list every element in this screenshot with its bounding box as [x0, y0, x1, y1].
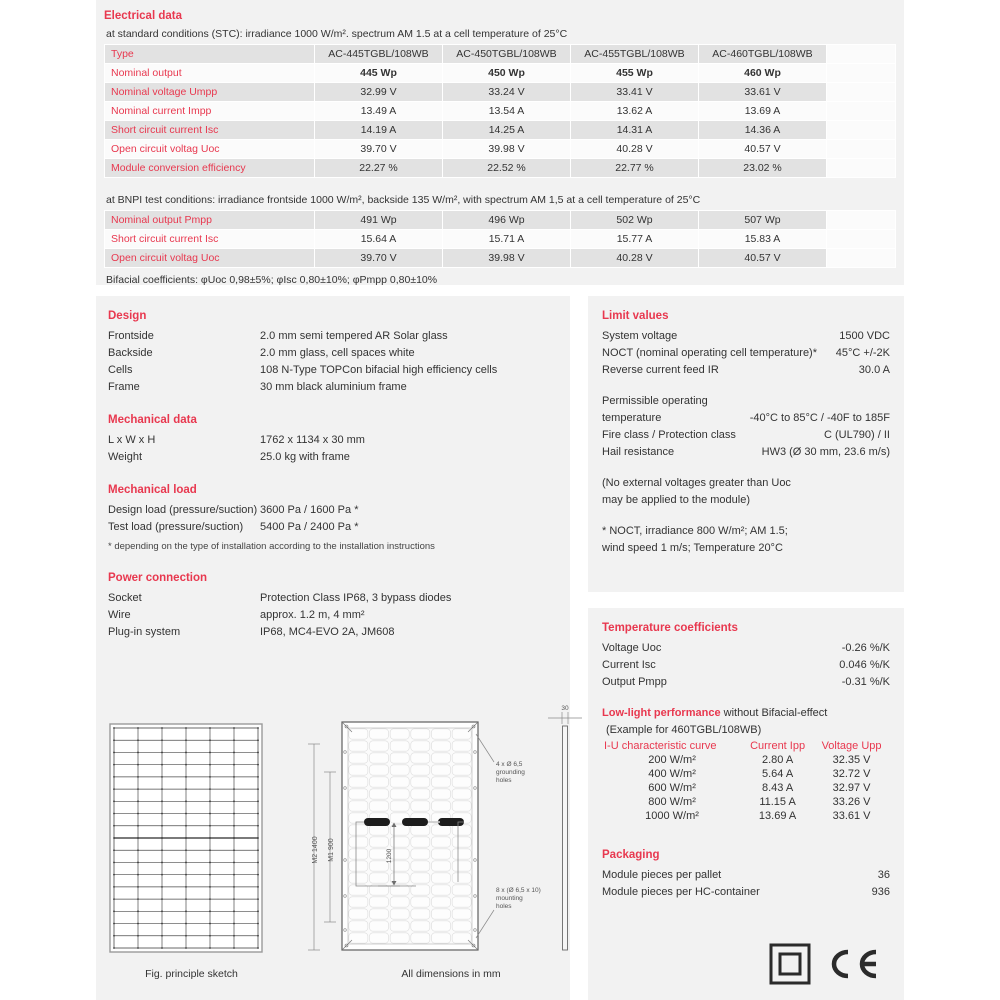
row-value: 33.24 V	[443, 83, 571, 102]
spec-row	[602, 410, 890, 427]
row-value: AC-450TGBL/108WB	[443, 45, 571, 64]
row-value: 455 Wp	[571, 64, 699, 83]
row-value: 15.77 A	[571, 230, 699, 249]
voltage-cell: 32.35 V	[832, 754, 871, 766]
spec-key: Voltage Uoc	[602, 642, 662, 654]
limit-values-title: Limit values	[602, 310, 669, 322]
spec-row	[602, 640, 890, 657]
mechanical-load-title: Mechanical load	[108, 484, 197, 496]
row-blank	[827, 121, 896, 140]
row-blank	[827, 102, 896, 121]
row-value: 496 Wp	[443, 211, 571, 230]
table-row	[105, 102, 896, 121]
row-value: 460 Wp	[699, 64, 827, 83]
table-row	[105, 64, 896, 83]
stc-conditions-text: at standard conditions (STC): irradiance 1000 W/m². spectrum AM 1.5 at a cell temperature of 25°C	[106, 28, 568, 40]
ce-mark-icon	[826, 944, 882, 984]
spec-key: Frontside	[108, 330, 154, 342]
spec-row	[108, 519, 558, 536]
row-value: 507 Wp	[699, 211, 827, 230]
row-value: 39.70 V	[315, 249, 443, 268]
voltage-cell: 33.26 V	[832, 796, 871, 808]
table-row	[602, 795, 890, 809]
class-II-symbol-icon	[768, 942, 812, 986]
dimensions-caption: All dimensions in mm	[401, 968, 501, 980]
table-row	[105, 159, 896, 178]
table-row	[602, 767, 890, 781]
table-row	[105, 83, 896, 102]
spec-key: NOCT (nominal operating cell temperature)*	[602, 347, 817, 359]
row-blank	[827, 249, 896, 268]
bifacial-coefficients-note: Bifacial coefficients: φUoc 0,98±5%; φIsc 0,80±10%; φPmpp 0,80±10%	[106, 274, 438, 286]
spec-value: 3600 Pa / 1600 Pa *	[260, 504, 359, 516]
spec-key: Test load (pressure/suction)	[108, 521, 244, 533]
current-cell: 13.69 A	[758, 810, 797, 822]
packaging-title: Packaging	[602, 849, 660, 861]
row-blank	[827, 45, 896, 64]
spec-row	[602, 657, 890, 674]
spec-value: -0.31 %/K	[841, 676, 890, 688]
grounding-note-line1: 4 x Ø 6,5	[496, 761, 523, 768]
irradiance-cell: 1000 W/m²	[645, 810, 699, 822]
row-label: Open circuit voltag Uoc	[105, 140, 315, 159]
table-row	[105, 230, 896, 249]
current-cell: 5.64 A	[761, 768, 794, 780]
table-row	[602, 809, 890, 823]
row-value: 14.31 A	[571, 121, 699, 140]
no-external-voltage-note-l1: (No external voltages greater than Uoc	[602, 477, 791, 489]
dim-m1-label: M1 900	[328, 838, 335, 862]
spec-key: Weight	[108, 451, 143, 463]
spec-value: HW3 (Ø 30 mm, 23.6 m/s)	[761, 446, 890, 458]
stc-table	[104, 44, 896, 178]
row-label: Nominal current Impp	[105, 102, 315, 121]
voltage-cell: 32.72 V	[832, 768, 871, 780]
row-value: 22.27 %	[315, 159, 443, 178]
spec-row	[108, 432, 558, 449]
row-value: 13.69 A	[699, 102, 827, 121]
low-light-example: (Example for 460TGBL/108WB)	[606, 724, 762, 736]
row-value: 14.36 A	[699, 121, 827, 140]
design-title: Design	[108, 310, 147, 322]
spec-row	[602, 345, 890, 362]
spec-row	[108, 607, 558, 624]
bnpi-table	[104, 210, 896, 268]
row-label: Open circuit voltag Uoc	[105, 249, 315, 268]
spec-key: Backside	[108, 347, 153, 359]
principle-sketch-figure	[104, 720, 279, 970]
spec-row	[602, 362, 890, 379]
low-light-table	[602, 739, 890, 823]
table-row	[105, 211, 896, 230]
row-value: 15.83 A	[699, 230, 827, 249]
row-label: Nominal output	[105, 64, 315, 83]
mechanical-load-group	[108, 484, 558, 554]
spec-row	[108, 362, 558, 379]
left-specs-panel	[96, 296, 570, 1000]
row-value: 33.41 V	[571, 83, 699, 102]
row-value: 502 Wp	[571, 211, 699, 230]
table-row	[105, 249, 896, 268]
spec-key: Fire class / Protection class	[602, 429, 736, 441]
row-value: 13.62 A	[571, 102, 699, 121]
row-blank	[827, 230, 896, 249]
spec-row	[108, 379, 558, 396]
column-header: Voltage Upp	[821, 740, 882, 752]
irradiance-cell: 600 W/m²	[648, 782, 696, 794]
spec-value: -0.26 %/K	[841, 642, 890, 654]
spec-value: 30.0 A	[858, 364, 890, 376]
spec-row	[108, 624, 558, 641]
row-value: 450 Wp	[443, 64, 571, 83]
spec-key: Cells	[108, 364, 133, 376]
row-blank	[827, 211, 896, 230]
row-value: AC-445TGBL/108WB	[315, 45, 443, 64]
spec-row	[602, 674, 890, 691]
module-edge-view	[536, 700, 596, 960]
power-connection-title: Power connection	[108, 572, 208, 584]
certification-marks	[768, 942, 882, 986]
spec-row	[108, 328, 558, 345]
electrical-data-title: Electrical data	[104, 10, 182, 22]
row-value: 13.49 A	[315, 102, 443, 121]
row-value: 491 Wp	[315, 211, 443, 230]
column-header: I-U characteristic curve	[604, 740, 717, 752]
spec-value: 1500 VDC	[839, 330, 890, 342]
technical-drawings	[96, 700, 570, 1000]
noct-footnote-l1: * NOCT, irradiance 800 W/m²; AM 1.5;	[602, 525, 788, 537]
mechanical-data-group	[108, 414, 558, 466]
spec-key: Socket	[108, 592, 142, 604]
spec-value: -40°C to 85°C / -40F to 185F	[749, 412, 890, 424]
spec-value: 5400 Pa / 2400 Pa *	[260, 521, 359, 533]
voltage-cell: 32.97 V	[832, 782, 871, 794]
spec-key: Design load (pressure/suction)	[108, 504, 258, 516]
row-value: 32.99 V	[315, 83, 443, 102]
row-value: 39.70 V	[315, 140, 443, 159]
spec-key: System voltage	[602, 330, 678, 342]
spec-value: IP68, MC4-EVO 2A, JM608	[260, 626, 395, 638]
spec-key: Frame	[108, 381, 140, 393]
spec-value: 2.0 mm glass, cell spaces white	[260, 347, 415, 359]
row-value: 22.77 %	[571, 159, 699, 178]
permissible-operating-label: Permissible operating	[602, 395, 708, 407]
irradiance-cell: 400 W/m²	[648, 768, 696, 780]
spec-value: C (UL790) / II	[823, 429, 890, 441]
row-value: 39.98 V	[443, 140, 571, 159]
spec-key: Output Pmpp	[602, 676, 667, 688]
spec-value: Protection Class IP68, 3 bypass diodes	[260, 592, 452, 604]
spec-key: Plug-in system	[108, 626, 181, 638]
spec-row	[602, 867, 890, 884]
row-blank	[827, 140, 896, 159]
spec-value: 0.046 %/K	[839, 659, 890, 671]
row-value: 445 Wp	[315, 64, 443, 83]
spec-key: Reverse current feed IR	[602, 364, 719, 376]
current-cell: 11.15 A	[759, 796, 796, 808]
mechanical-load-footnote: * depending on the type of installation according to the installation instructions	[108, 541, 435, 552]
mounting-note-line3: holes	[496, 903, 512, 910]
grounding-note-line3: holes	[496, 777, 512, 784]
table-row	[602, 781, 890, 795]
spec-value: 45°C +/-2K	[835, 347, 890, 359]
irradiance-cell: 200 W/m²	[648, 754, 696, 766]
spec-value: approx. 1.2 m, 4 mm²	[260, 609, 365, 621]
principle-sketch-caption: Fig. principle sketch	[145, 968, 238, 980]
mounting-note-line1: 8 x (Ø 6,5 x 10)	[496, 887, 541, 894]
row-value: 39.98 V	[443, 249, 571, 268]
bnpi-conditions-text: at BNPI test conditions: irradiance frontside 1000 W/m², backside 135 W/m², with spectrum AM 1,5 at a cell temperature of 25°C	[106, 194, 701, 206]
row-value: 15.64 A	[315, 230, 443, 249]
row-value: 22.52 %	[443, 159, 571, 178]
row-value: 33.61 V	[699, 83, 827, 102]
row-value: 40.28 V	[571, 140, 699, 159]
spec-value: 30 mm black aluminium frame	[260, 381, 407, 393]
spec-key: temperature	[602, 412, 662, 424]
row-label: Type	[105, 45, 315, 64]
row-value: 40.57 V	[699, 249, 827, 268]
design-group	[108, 310, 558, 396]
current-cell: 2.80 A	[761, 754, 794, 766]
spec-row	[602, 427, 890, 444]
spec-key: L x W x H	[108, 434, 156, 446]
dim-m2-label: M2 1400	[312, 836, 319, 864]
spec-value: 1762 x 1134 x 30 mm	[260, 434, 365, 446]
row-label: Short circuit current Isc	[105, 121, 315, 140]
row-value: 15.71 A	[443, 230, 571, 249]
column-header: Current Ipp	[750, 740, 806, 752]
row-value: AC-460TGBL/108WB	[699, 45, 827, 64]
row-blank	[827, 64, 896, 83]
temperature-lowlight-packaging-panel	[588, 608, 904, 1000]
mechanical-data-title: Mechanical data	[108, 414, 197, 426]
dimensioned-module-drawing	[308, 700, 558, 975]
row-value: 14.19 A	[315, 121, 443, 140]
row-value: 14.25 A	[443, 121, 571, 140]
spec-row	[108, 502, 558, 519]
limit-values-panel	[588, 296, 904, 592]
row-value: 23.02 %	[699, 159, 827, 178]
spec-value: 36	[877, 869, 890, 881]
table-row	[602, 753, 890, 767]
row-label: Nominal output Pmpp	[105, 211, 315, 230]
low-light-title: Low-light performance	[602, 707, 721, 719]
noct-footnote-l2: wind speed 1 m/s; Temperature 20°C	[602, 542, 783, 554]
thickness-label: 30	[561, 705, 569, 712]
electrical-data-panel	[96, 0, 904, 285]
spec-key: Hail resistance	[602, 446, 675, 458]
row-value: 40.57 V	[699, 140, 827, 159]
row-value: 13.54 A	[443, 102, 571, 121]
low-light-title-rest: without Bifacial-effect	[720, 707, 828, 719]
spec-value: 936	[871, 886, 890, 898]
spec-value: 25.0 kg with frame	[260, 451, 350, 463]
spec-row	[602, 884, 890, 901]
row-label: Module conversion efficiency	[105, 159, 315, 178]
voltage-cell: 33.61 V	[832, 810, 871, 822]
table-row	[105, 45, 896, 64]
grounding-note-line2: grounding	[496, 769, 525, 776]
table-row	[105, 140, 896, 159]
spec-key: Wire	[108, 609, 131, 621]
spec-value: 108 N-Type TOPCon bifacial high efficiency cells	[260, 364, 498, 376]
temperature-coefficients-title: Temperature coefficients	[602, 622, 738, 634]
spec-row	[108, 449, 558, 466]
spec-row	[602, 444, 890, 461]
spec-key: Module pieces per HC-container	[602, 886, 760, 898]
row-label: Nominal voltage Umpp	[105, 83, 315, 102]
row-value: 40.28 V	[571, 249, 699, 268]
spec-value: 2.0 mm semi tempered AR Solar glass	[260, 330, 448, 342]
irradiance-cell: 800 W/m²	[648, 796, 696, 808]
power-connection-group	[108, 572, 558, 641]
mounting-note-line2: mounting	[496, 895, 523, 902]
current-cell: 8.43 A	[761, 782, 794, 794]
spec-row	[108, 345, 558, 362]
spec-row	[602, 328, 890, 345]
spec-key: Module pieces per pallet	[602, 869, 722, 881]
dim-inner-label: 1200	[386, 848, 393, 864]
spec-row	[108, 590, 558, 607]
row-value: AC-455TGBL/108WB	[571, 45, 699, 64]
row-label: Short circuit current Isc	[105, 230, 315, 249]
row-blank	[827, 83, 896, 102]
no-external-voltage-note-l2: may be applied to the module)	[602, 494, 750, 506]
spec-key: Current Isc	[602, 659, 656, 671]
table-row	[105, 121, 896, 140]
row-blank	[827, 159, 896, 178]
